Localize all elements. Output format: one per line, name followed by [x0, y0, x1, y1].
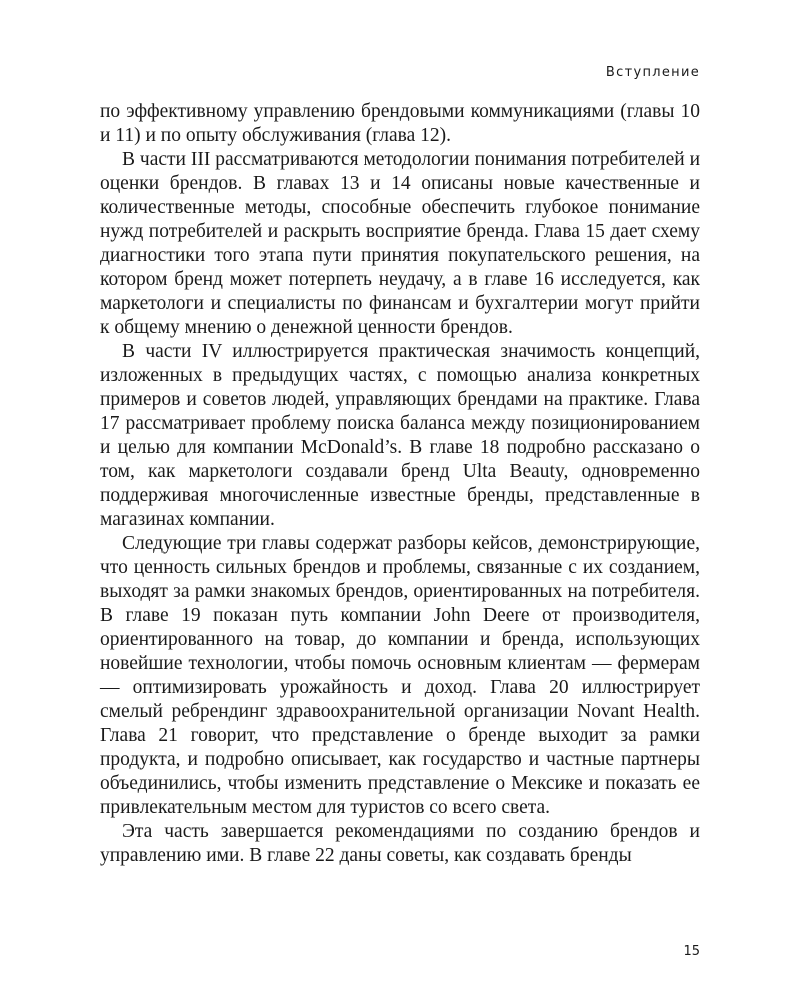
running-header: Вступление: [605, 65, 700, 80]
paragraph-continued: по эффективному управлению брендовыми коммуникациями (главы 10 и 11) и по опыту обслуживания (глава 12).: [100, 101, 700, 146]
body-text: [100, 100, 700, 868]
paragraph: Эта часть завершается рекомендациями по созданию брендов и управлению ими. В главе 22 даны советы, как создавать бренды: [100, 821, 700, 866]
paragraph: В части III рассматриваются методологии понимания потребителей и оценки брендов. В главах 13 и 14 описаны новые качественные и количественные методы, способные обеспечить глубокое понимание нужд потребителей и раскрыть восприятие бренда. Глава 15 дает схему диагностики того этапа пути принятия покупательского решения, на котором бренд может потерпеть неудачу, а в главе 16 исследуется, как маркетологи и специалисты по финансам и бухгалтерии могут прийти к общему мнению о денежной ценности брендов.: [100, 149, 700, 338]
page-number: 15: [683, 944, 700, 959]
paragraph: В части IV иллюстрируется практическая значимость концепций, изложенных в предыдущих частях, с помощью анализа конкретных примеров и советов людей, управляющих брендами на практике. Глава 17 рассматривает проблему поиска баланса между позиционированием и целью для компании McDonald’s. В главе 18 подробно рассказано о том, как маркетологи создавали бренд Ulta Beauty, одновременно поддерживая многочисленные известные бренды, представленные в магазинах компании.: [100, 341, 700, 530]
paragraph: Следующие три главы содержат разборы кейсов, демонстрирующие, что ценность сильных брендов и проблемы, связанные с их созданием, выходят за рамки знакомых брендов, ориентированных на потребителя. В главе 19 показан путь компании John Deere от производителя, ориентированного на товар, до компании и бренда, использующих новейшие технологии, чтобы помочь основным клиентам — фермерам — оптимизировать урожайность и доход. Глава 20 иллюстрирует смелый ребрендинг здравоохранительной организации Novant Health. Глава 21 говорит, что представление о бренде выходит за рамки продукта, и подробно описывает, как государство и частные партнеры объединились, чтобы изменить представление о Мексике и показать ее привлекательным местом для туристов со всего света.: [100, 533, 700, 818]
